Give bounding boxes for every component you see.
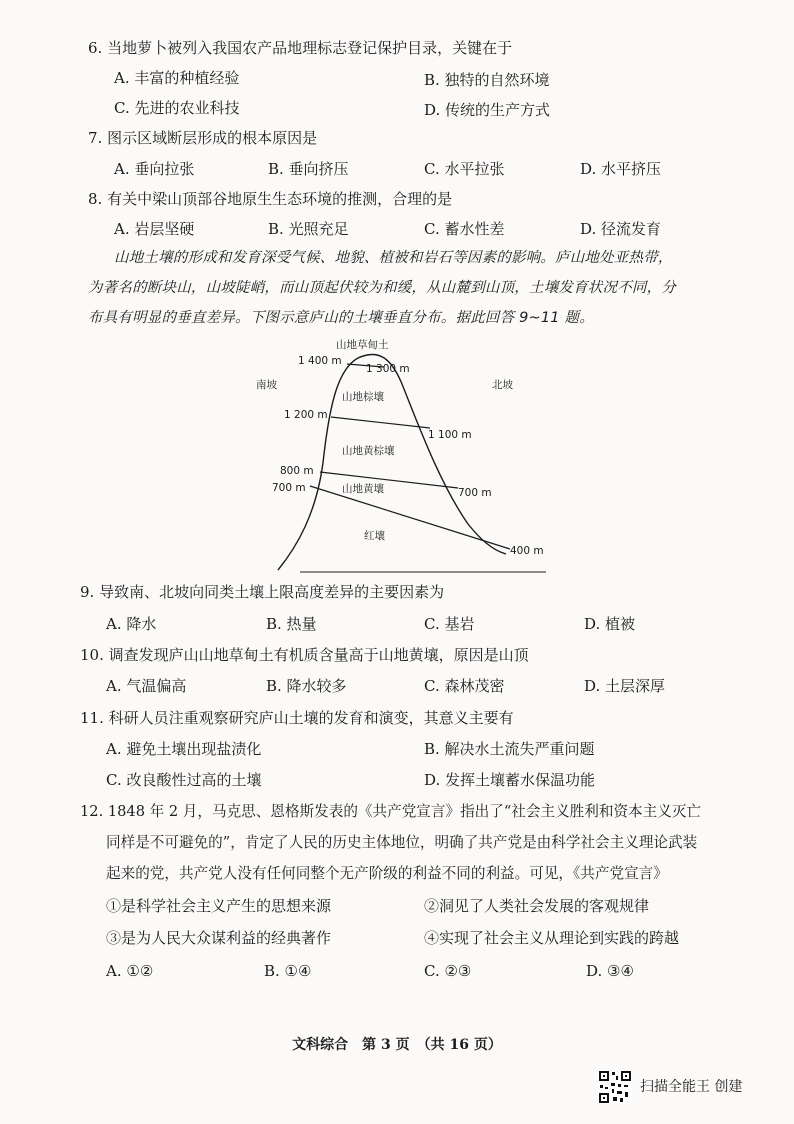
question-7-option-c: C. 水平拉张 [424, 160, 505, 178]
qr-code-icon [598, 1070, 632, 1104]
question-12-option-c: C. ②③ [424, 962, 472, 980]
question-9-stem: 9. 导致南、北坡向同类土壤上限高度差异的主要因素为 [80, 583, 445, 601]
question-10-option-b: B. 降水较多 [266, 677, 347, 695]
question-12-statement-2: ②洞见了人类社会发展的客观规律 [424, 897, 650, 915]
boundary-800-700 [320, 472, 458, 488]
question-6-option-a: A. 丰富的种植经验 [114, 69, 240, 87]
south-height-1200: 1 200 m [284, 409, 328, 421]
question-8-option-b: B. 光照充足 [268, 220, 349, 238]
question-10-stem: 10. 调查发现庐山山地草甸土有机质含量高于山地黄壤，原因是山顶 [80, 646, 529, 664]
north-height-400: 400 m [510, 545, 544, 557]
question-11-option-b: B. 解决水土流失严重问题 [424, 740, 595, 758]
question-11-option-a: A. 避免土壤出现盐渍化 [106, 740, 262, 758]
question-12-stem-line-1: 12. 1848 年 2 月，马克思、恩格斯发表的《共产党宣言》指出了“社会主义胜利和资本主义灭亡 [80, 803, 702, 820]
mountain-outline [278, 354, 506, 570]
scanner-app-label: 扫描全能王 创建 [640, 1079, 743, 1095]
soil-vertical-distribution-diagram [240, 334, 560, 584]
question-12-option-d: D. ③④ [586, 962, 634, 980]
question-12-stem-line-2: 同样是不可避免的”，肯定了人民的历史主体地位，明确了共产党是由科学社会主义理论武装 [106, 834, 698, 851]
page-footer: 文科综合 第 3 页 （共 16 页） [292, 1037, 502, 1053]
passage-line-3: 布具有明显的垂直差异。下图示意庐山的土壤垂直分布。据此回答 9~11 题。 [88, 310, 594, 326]
question-7-option-d: D. 水平挤压 [580, 160, 662, 178]
question-11-option-d: D. 发挥土壤蓄水保温功能 [424, 771, 596, 789]
soil-label-red: 红壤 [364, 530, 385, 542]
question-11-stem: 11. 科研人员注重观察研究庐山土壤的发育和演变，其意义主要有 [80, 709, 514, 727]
question-6-option-d: D. 传统的生产方式 [424, 101, 551, 119]
question-12-option-a: A. ①② [106, 962, 154, 980]
north-height-700: 700 m [458, 487, 492, 499]
question-7-option-a: A. 垂向拉张 [114, 160, 195, 178]
question-12-stem-line-3: 起来的党，共产党人没有任何同整个无产阶级的利益不同的利益。可见，《共产党宣言》 [106, 865, 668, 882]
question-12-option-b: B. ①④ [264, 962, 312, 980]
south-height-1400: 1 400 m [298, 355, 342, 367]
question-6-stem: 6. 当地萝卜被列入我国农产品地理标志登记保护目录，关键在于 [88, 39, 513, 57]
question-10-option-a: A. 气温偏高 [106, 677, 187, 695]
question-7-stem: 7. 图示区域断层形成的根本原因是 [88, 129, 318, 147]
question-12-statement-4: ④实现了社会主义从理论到实践的跨越 [424, 929, 680, 947]
question-11-option-c: C. 改良酸性过高的土壤 [106, 771, 262, 789]
soil-label-meadow: 山地草甸土 [336, 339, 389, 351]
passage-line-1: 山地土壤的形成和发育深受气候、地貌、植被和岩石等因素的影响。庐山地处亚热带， [114, 250, 673, 266]
question-8-stem: 8. 有关中梁山顶部谷地原生生态环境的推测，合理的是 [88, 190, 453, 208]
question-9-option-a: A. 降水 [106, 615, 157, 633]
question-9-option-b: B. 热量 [266, 615, 317, 633]
question-10-option-d: D. 土层深厚 [584, 677, 666, 695]
question-7-option-b: B. 垂向挤压 [268, 160, 349, 178]
passage-line-2: 为著名的断块山，山坡陡峭，而山顶起伏较为和缓，从山麓到山顶，土壤发育状况不同，分 [88, 280, 676, 296]
south-height-700: 700 m [272, 482, 306, 494]
north-height-1300: 1 300 m [366, 363, 410, 375]
soil-label-brown: 山地棕壤 [342, 391, 384, 403]
question-8-option-c: C. 蓄水性差 [424, 220, 505, 238]
question-12-statement-1: ①是科学社会主义产生的思想来源 [106, 897, 332, 915]
question-6-option-c: C. 先进的农业科技 [114, 99, 240, 117]
question-8-option-a: A. 岩层坚硬 [114, 220, 195, 238]
soil-label-yellow: 山地黄壤 [342, 483, 384, 495]
question-8-option-d: D. 径流发育 [580, 220, 662, 238]
south-slope-label: 南坡 [256, 379, 277, 391]
question-10-option-c: C. 森林茂密 [424, 677, 505, 695]
north-height-1100: 1 100 m [428, 429, 472, 441]
question-12-statement-3: ③是为人民大众谋利益的经典著作 [106, 929, 332, 947]
question-9-option-c: C. 基岩 [424, 615, 475, 633]
north-slope-label: 北坡 [492, 379, 513, 391]
soil-label-yellow-brown: 山地黄棕壤 [342, 445, 395, 457]
question-6-option-b: B. 独特的自然环境 [424, 71, 550, 89]
question-9-option-d: D. 植被 [584, 615, 636, 633]
south-height-800: 800 m [280, 465, 314, 477]
